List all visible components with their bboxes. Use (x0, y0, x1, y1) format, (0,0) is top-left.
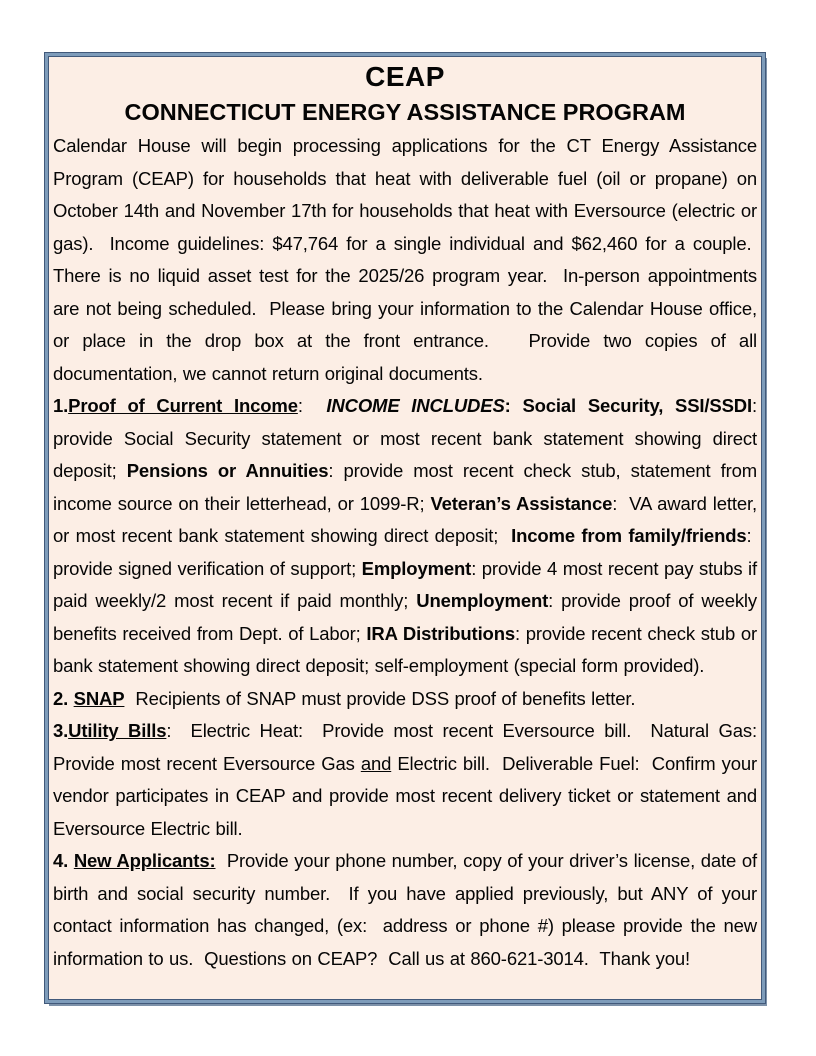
text-run: Recipients of SNAP must provide DSS proof of benefits letter. (124, 687, 636, 709)
item-new-applicants (53, 845, 757, 975)
text-run: New Applicants: (73, 850, 216, 871)
text-run: 4. (53, 850, 74, 871)
item-utility-bills (53, 715, 757, 845)
ceap-flyer-panel (45, 53, 765, 1003)
text-run: Provide your phone number, copy of your driver’s license, date of birth and social security number. If you have applied previously, but ANY of your contact information has changed, (ex: address or phone #) please provide the new information to us. Questions on CEAP? Call us at 860-621-3014. Thank you! (53, 850, 757, 969)
text-run: Electric bill. Deliverable Fuel: Confirm your vendor participates in CEAP and provide most recent delivery ticket or statement and Eversource Electric bill. (53, 752, 757, 839)
text-run: Veteran’s Assistance (430, 492, 613, 514)
page-subtitle: CONNECTICUT ENERGY ASSISTANCE PROGRAM (124, 99, 686, 125)
text-run: and (360, 752, 392, 774)
text-run: : provide proof of weekly benefits received from Dept. of Labor; (53, 590, 757, 644)
text-run: 2. (53, 687, 74, 709)
text-run: : VA award letter, or most recent bank statement showing direct deposit; (53, 492, 757, 546)
text-run: : (297, 395, 327, 416)
text-run: Employment (361, 557, 472, 579)
text-run: : provide 4 most recent pay stubs if paid weekly/2 most recent if paid monthly; (53, 557, 757, 611)
text-run: 3. (53, 720, 69, 741)
text-run: Proof of Current Income (68, 395, 298, 416)
text-run: SNAP (73, 687, 125, 709)
text-run: INCOME INCLUDES (326, 395, 505, 416)
text-run: : provide signed verification of support; (53, 525, 757, 579)
text-run: : provide recent check stub or bank statement showing direct deposit; self-employment (special form provided). (53, 622, 757, 676)
text-run: : provide most recent check stub, statement from income source on their letterhead, or 1099-R; (53, 460, 757, 514)
intro-paragraph (53, 130, 757, 390)
text-run: 1. (53, 395, 69, 416)
text-run: : provide Social Security statement or most recent bank statement showing direct deposit; (53, 395, 757, 481)
page-title: CEAP (365, 61, 445, 92)
text-run: Unemployment (416, 590, 549, 611)
text-run: Calendar House will begin processing applications for the CT Energy Assistance Program (CEAP) for households that heat with deliverable fuel (oil or propane) on October 14th and November 17th for households that heat with Eversource (electric or gas). Income guidelines: $47,764 for a single individual and $62,460 for a couple. There is no liquid asset test for the 2025/26 program year. In-person appointments are not being scheduled. Please bring your information to the Calendar House office, or place in the drop box at the front entrance. Provide two copies of all documentation, we cannot return original documents. (53, 135, 757, 384)
item-proof-of-current-income (53, 390, 757, 683)
text-run: Social Security, SSI/SSDI (522, 395, 752, 416)
item-snap (53, 683, 757, 716)
text-run: IRA Distributions (366, 622, 515, 644)
text-run: Income from family/friends (511, 525, 747, 546)
text-run: : (504, 395, 523, 416)
text-run: Pensions or Annuities (126, 460, 329, 481)
text-run: Utility Bills (68, 720, 167, 741)
text-run: : Electric Heat: Provide most recent Eversource bill. Natural Gas: Provide most recent Eversource Gas (53, 720, 757, 774)
